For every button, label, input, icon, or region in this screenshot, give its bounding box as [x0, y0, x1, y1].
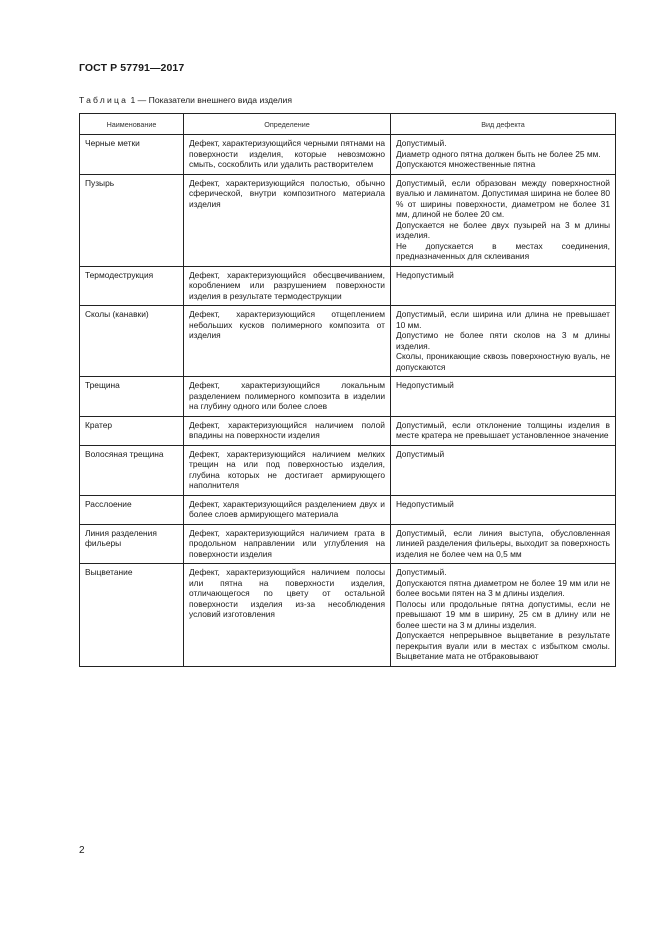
defect-kind-line: Не допускается в местах соединения, предназначенных для склеивания [396, 240, 610, 261]
table-row [80, 416, 616, 445]
defect-kind-cell [391, 416, 616, 445]
table-row [80, 174, 616, 266]
table-caption [79, 95, 292, 105]
defect-name-cell: Расслоение [80, 495, 184, 524]
defect-kind-cell [391, 495, 616, 524]
table-row [80, 377, 616, 417]
defect-kind-line: Допустимый. [396, 567, 447, 577]
table-row [80, 445, 616, 495]
defect-definition-cell: Дефект, характеризующийся черными пятнами на поверхности изделия, которые невозможно смыть, соскоблить или удалить растворителем [184, 135, 391, 175]
defect-kind-line: Полосы или продольные пятна допустимы, если не превышают 19 мм в ширину, 25 см в длину или не более шести на 3 м длины изделия. [396, 598, 610, 630]
column-header-name: Наименование [80, 114, 184, 135]
defect-name-cell: Выцветание [80, 564, 184, 667]
defect-kind-cell [391, 266, 616, 306]
defect-kind-line: Сколы, проникающие сквозь поверхностную вуаль, не допускаются [396, 351, 610, 372]
defect-name-cell: Черные метки [80, 135, 184, 175]
defect-kind-line: Допустимый, если ширина или длина не превышает 10 мм. [396, 309, 610, 330]
table-caption-text: 1 — Показатели внешнего вида изделия [130, 95, 293, 105]
page-number: 2 [79, 845, 85, 856]
defect-definition-cell: Дефект, характеризующийся разделением двух и более слоев армирующего материала [184, 495, 391, 524]
defect-kind-cell [391, 174, 616, 266]
defect-kind-line: Допустимый, если линия выступа, обусловленная линией разделения фильеры, выходит за поверхность изделия не более чем на 0,5 мм [396, 527, 610, 559]
defect-kind-cell [391, 377, 616, 417]
column-header-definition: Определение [184, 114, 391, 135]
table-row [80, 495, 616, 524]
defect-definition-cell: Дефект, характеризующийся локальным разделением полимерного композита в изделии на глубину одного или более слоев [184, 377, 391, 417]
defect-kind-cell [391, 524, 616, 564]
defect-definition-cell: Дефект, характеризующийся отщеплением небольших кусков полимерного композита от изделия [184, 306, 391, 377]
defect-definition-cell: Дефект, характеризующийся наличием мелких трещин на или под поверхностью изделия, глубина которых не достигает армирующего наполнителя [184, 445, 391, 495]
defect-definition-cell: Дефект, характеризующийся обесцвечиванием, короблением или разрушением поверхности изделия в результате термодеструкции [184, 266, 391, 306]
table-caption-label: Таблица [79, 95, 129, 105]
defect-kind-line: Допустимый. [396, 138, 447, 148]
defect-name-cell: Кратер [80, 416, 184, 445]
defect-kind-line: Допустимый, если отклонение толщины изделия в месте кратера не превышает установленное значение [396, 419, 610, 440]
defect-kind-line: Допускается непрерывное выцветание в результате перекрытия вуали или в местах с избытком смолы. Выцветание мата не отбраковывают [396, 630, 610, 661]
table-row [80, 306, 616, 377]
defect-kind-line: Недопустимый [396, 498, 454, 509]
defect-kind-cell [391, 135, 616, 175]
defect-name-cell: Волосяная трещина [80, 445, 184, 495]
defect-kind-line: Допустимо не более пяти сколов на 3 м длины изделия. [396, 330, 610, 351]
defect-kind-line: Допускаются пятна диаметром не более 19 мм или не более восьми пятен на 3 м длины изделия. [396, 577, 610, 598]
defect-name-cell: Термодеструкция [80, 266, 184, 306]
defect-definition-cell: Дефект, характеризующийся наличием полосы или пятна на поверхности изделия, отличающегося по цвету от остальной поверхности изделия из-за несоблюдения условий изготовления [184, 564, 391, 667]
defect-kind-line: Допускается не более двух пузырей на 3 м длины изделия. [396, 219, 610, 240]
defect-kind-cell [391, 445, 616, 495]
defect-definition-cell: Дефект, характеризующийся наличием грата в продольном направлении или углубления на поверхности изделия [184, 524, 391, 564]
defect-kind-line: Допускаются множественные пятна [396, 159, 536, 169]
table-row [80, 524, 616, 564]
defect-definition-cell: Дефект, характеризующийся полостью, обычно сферической, внутри композитного материала изделия [184, 174, 391, 266]
defect-name-cell: Линия разделения фильеры [80, 524, 184, 564]
document-code: ГОСТ Р 57791—2017 [79, 62, 185, 74]
defect-kind-line: Недопустимый [396, 269, 454, 280]
defects-table [79, 113, 616, 667]
defect-definition-cell: Дефект, характеризующийся наличием полой впадины на поверхности изделия [184, 416, 391, 445]
defect-kind-line: Диаметр одного пятна должен быть не более 25 мм. [396, 148, 601, 159]
column-header-defect-kind: Вид дефекта [391, 114, 616, 135]
table-header-row [80, 114, 616, 135]
defect-kind-line: Допустимый [396, 448, 445, 459]
table-row [80, 266, 616, 306]
table-body [80, 135, 616, 667]
defect-kind-cell [391, 306, 616, 377]
defect-kind-line: Недопустимый [396, 380, 454, 390]
defect-name-cell: Пузырь [80, 174, 184, 266]
defect-name-cell: Трещина [80, 377, 184, 417]
defect-kind-line: Допустимый, если образован между поверхностной вуалью и ламинатом. Допустимая ширина не более 80 % от ширины поверхности, диаметром не более 31 мм, длиной не более 20 см. [396, 177, 610, 219]
defect-kind-cell [391, 564, 616, 667]
table-row [80, 564, 616, 667]
defect-name-cell: Сколы (канавки) [80, 306, 184, 377]
table-row [80, 135, 616, 175]
